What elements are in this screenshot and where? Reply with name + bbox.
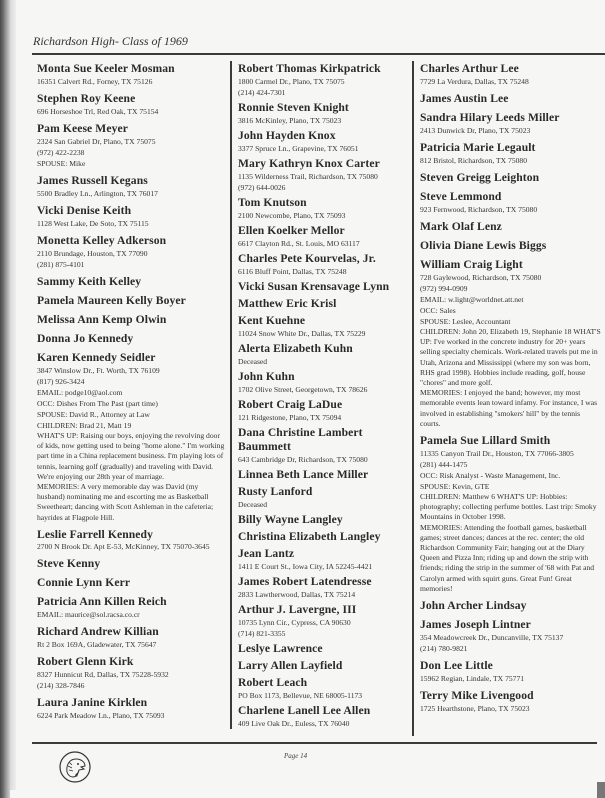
entry-name: Rusty Lanford (238, 485, 313, 498)
directory-entry (420, 659, 602, 684)
entry-detail: SPOUSE: Mike (37, 159, 86, 168)
entry-detail: PO Box 1173, Bellevue, NE 68005-1173 (238, 691, 363, 700)
entry-detail: 2100 Newcombe, Plano, TX 75093 (238, 211, 346, 220)
entry-name: Patricia Marie Legault (420, 141, 536, 154)
entry-detail: SPOUSE: David R., Attorney at Law (37, 410, 150, 419)
directory-column-2 (238, 62, 408, 732)
page-header: Richardson High- Class of 1969 (33, 34, 188, 48)
directory-entry (238, 530, 408, 544)
directory-entry (420, 599, 602, 613)
entry-detail: 923 Fernwood, Richardson, TX 75080 (420, 205, 538, 214)
entry-detail: 1128 West Lake, De Soto, TX 75115 (37, 219, 149, 228)
directory-entry (238, 224, 408, 249)
directory-entry (37, 92, 227, 117)
entry-paragraph: MEMORIES: Attending the football games, basketball games; street dances; dances at the rec. center; the old Richardson Community Fair; hanging out at the Diary Queen and Pizza Inn; riding up and down the strip with friends; riding the strip in the summer of '68 with Pat and Carolyn armed with squirt guns. Great Fun! Great memories! (420, 522, 595, 593)
entry-name: Sammy Keith Kelley (37, 275, 142, 288)
entry-detail: 7729 La Verdura, Dallas, TX 75248 (420, 77, 529, 86)
entry-detail: 2413 Dunwick Dr, Plano, TX 75023 (420, 126, 531, 135)
column-divider (412, 61, 414, 736)
entry-detail: 1702 Olive Street, Georgetown, TX 78626 (238, 385, 368, 394)
entry-detail: Rt 2 Box 169A, Gladewater, TX 75647 (37, 640, 157, 650)
entry-name: Laura Janine Kirklen (37, 696, 148, 710)
entry-detail: 3847 Winslow Dr., Ft. Worth, TX 76109 (37, 366, 160, 375)
entry-name: Dana Christine Lambert Baummett (238, 426, 363, 453)
entry-paragraph: MEMORIES: A very memorable day was David (my husband) nominating me and escorting me as Basketball Sweetheart; dancing with Scott Ashleman in the cafeteria; hayrides at Flagpole Hill. (37, 482, 214, 522)
directory-entry (238, 547, 408, 572)
entry-paragraph: MEMORIES: I enjoyed the band; however, my most memorable events lean toward infamy. For instance, I was involved in establishing "smokers' hill" by the tennis courts. (420, 388, 598, 428)
directory-entry (420, 618, 602, 654)
directory-entry (238, 157, 408, 193)
directory-entry (420, 689, 602, 714)
entry-detail: 409 Live Oak Dr., Euless, TX 76040 (238, 719, 350, 728)
directory-entry (238, 676, 408, 701)
entry-paragraph: 2700 N Brook Dr. Apt E-53, McKinney, TX 75070-3645 (37, 541, 210, 551)
entry-name: Linnea Beth Lance Miller (238, 468, 369, 481)
entry-name: John Archer Lindsay (420, 599, 527, 613)
directory-entry (37, 625, 227, 650)
entry-name: Larry Allen Layfield (238, 659, 343, 672)
entry-detail: (972) 422-2238 (37, 148, 85, 157)
directory-entry (37, 655, 227, 691)
entry-name: John Hayden Knox (238, 129, 336, 142)
entry-detail: (214) 424-7301 (238, 88, 286, 97)
directory-entry (37, 557, 227, 571)
entry-name: John Kuhn (238, 370, 295, 383)
directory-column-1 (37, 62, 227, 726)
entry-paragraph: CHILDREN: John 20, Elizabeth 19, Stephanie 18 WHAT'S UP: I've worked in the concrete industry for 20+ years selling specialty chemicals. Work-related travels put me in Utah, Arizona and Mississippi (where my son was born, RHS grad 1998). Hobbies include reading, golf, house "chores" and more golf. (420, 327, 601, 388)
entry-name: James Robert Latendresse (238, 575, 372, 588)
entry-detail: 8327 Hunnicut Rd, Dallas, TX 75228-5932 (37, 670, 169, 680)
directory-entry (420, 62, 602, 87)
entry-detail: 1800 Carmel Dr., Plano, TX 75075 (238, 77, 345, 86)
entry-detail: SPOUSE: Leslee, Accountant (420, 317, 511, 326)
directory-entry (420, 239, 602, 253)
entry-detail: (714) 821-3355 (238, 629, 286, 638)
directory-entry (238, 252, 408, 277)
directory-entry (238, 398, 408, 423)
entry-paragraph: CHILDREN: Matthew 6 WHAT'S UP: Hobbies: photography; collecting perfume bottles. Last trip: Smoky Mountains in October 1998. (420, 492, 597, 522)
directory-entry (37, 174, 227, 199)
directory-entry (238, 62, 408, 98)
directory-entry (238, 426, 408, 465)
directory-entry (37, 62, 227, 87)
entry-name: Charles Arthur Lee (420, 62, 519, 75)
entry-detail: 2110 Brundage, Houston, TX 77090 (37, 249, 148, 258)
entry-detail: OCC: Risk Analyst - Waste Management, Inc. (420, 471, 561, 481)
entry-detail: (972) 994-0909 (420, 284, 468, 293)
entry-name: Mary Kathryn Knox Carter (238, 157, 380, 170)
entry-name: Robert Glenn Kirk (37, 655, 134, 669)
directory-entry (238, 575, 408, 600)
entry-name: Leslie Farrell Kennedy (37, 527, 153, 541)
entry-detail: EMAIL: podge10@aol.com (37, 388, 123, 397)
directory-entry (238, 129, 408, 154)
entry-name: Stephen Roy Keene (37, 92, 136, 105)
entry-name: Charlene Lanell Lee Allen (238, 704, 371, 717)
entry-name: James Austin Lee (420, 92, 509, 105)
directory-entry (37, 313, 227, 327)
entry-name: Steven Greigg Leighton (420, 171, 540, 184)
footer-rule (32, 742, 597, 744)
entry-detail: 354 Meadowcreek Dr., Duncanville, TX 75137 (420, 633, 564, 643)
entry-paragraph: WHAT'S UP: Raising our boys, enjoying the revolving door of kids, now getting used to being "home alone." I'm working part time in a China replacement business. I'm playing lots of tennis, learning golf (gradually) and traveling with David. We're enjoying our 28th year of marriage. (37, 431, 225, 481)
entry-detail: 6224 Park Meadow Ln., Plano, TX 75093 (37, 711, 165, 721)
directory-entry (37, 332, 227, 346)
entry-detail: EMAIL: maurice@sol.racsa.co.cr (37, 610, 140, 620)
entry-name: Olivia Diane Lewis Biggs (420, 239, 547, 252)
entry-name: Steve Lemmond (420, 190, 502, 203)
directory-entry (238, 704, 408, 729)
entry-name: Vicki Denise Keith (37, 204, 132, 217)
directory-entry (37, 528, 227, 552)
directory-entry (37, 234, 227, 270)
entry-name: Alerta Elizabeth Kuhn (238, 342, 353, 355)
corner-shadow (597, 782, 605, 798)
entry-detail: EMAIL: w.light@worldnet.att.net (420, 295, 524, 304)
directory-entry (238, 642, 408, 656)
entry-name: William Craig Light (420, 258, 523, 271)
column-divider (230, 61, 232, 729)
entry-detail: 812 Bristol, Richardson, TX 75080 (420, 156, 528, 165)
entry-name: Ronnie Steven Knight (238, 101, 349, 114)
directory-entry (420, 258, 602, 429)
entry-name: Kent Kuehne (238, 314, 306, 327)
directory-entry (37, 122, 227, 169)
entry-name: Richard Andrew Killian (37, 625, 159, 639)
entry-name: Billy Wayne Langley (238, 513, 343, 526)
entry-detail: 10735 Lynn Cir., Cypress, CA 90630 (238, 618, 351, 627)
entry-detail: 6617 Clayton Rd., St. Louis, MO 63117 (238, 239, 360, 248)
directory-entry (37, 275, 227, 289)
directory-entry (37, 351, 227, 523)
entry-name: Sandra Hilary Leeds Miller (420, 111, 560, 124)
directory-entry (37, 576, 227, 590)
entry-name: Leslye Lawrence (238, 642, 323, 655)
entry-name: Christina Elizabeth Langley (238, 530, 381, 543)
entry-detail: 11024 Snow White Dr., Dallas, TX 75229 (238, 329, 366, 338)
entry-detail: CHILDREN: Brad 21, Matt 19 (37, 421, 132, 430)
binder-edge (0, 0, 10, 798)
entry-detail: 6116 Bluff Point, Dallas, TX 75248 (238, 267, 347, 276)
directory-entry (37, 595, 227, 620)
entry-name: Robert Thomas Kirkpatrick (238, 62, 381, 75)
entry-detail: 1411 E Court St., Iowa City, IA 52245-4421 (238, 562, 373, 571)
entry-detail: 2833 Lawtherwood, Dallas, TX 75214 (238, 590, 356, 599)
page-edge-shadow (10, 0, 16, 790)
entry-detail: (214) 328-7846 (37, 681, 85, 691)
entry-detail: 5500 Bradley Ln., Arlington, TX 76017 (37, 189, 158, 198)
entry-detail: (214) 780-9821 (420, 644, 468, 654)
eagle-emblem-icon (58, 750, 92, 784)
entry-name: Robert Craig LaDue (238, 398, 343, 411)
directory-entry (238, 297, 408, 311)
directory-entry (238, 603, 408, 639)
entry-name: Connie Lynn Kerr (37, 576, 131, 590)
entry-detail: (972) 644-0026 (238, 183, 286, 192)
directory-entry (420, 141, 602, 166)
directory-entry (238, 485, 408, 510)
entry-detail: 15962 Regian, Lindale, TX 75771 (420, 674, 525, 684)
entry-detail: 3377 Spruce Ln., Grapevine, TX 76051 (238, 144, 359, 153)
directory-entry (420, 111, 602, 136)
directory-entry (238, 314, 408, 339)
directory-entry (238, 280, 408, 294)
entry-detail: 643 Cambridge Dr, Richardson, TX 75080 (238, 455, 368, 464)
entry-name: Ellen Koelker Mellor (238, 224, 345, 237)
entry-name: Don Lee Little (420, 659, 493, 673)
entry-name: James Russell Kegans (37, 174, 148, 187)
entry-name: Pamela Maureen Kelly Boyer (37, 294, 186, 307)
entry-detail: 3816 McKinley, Plano, TX 75023 (238, 116, 342, 125)
directory-entry (238, 659, 408, 673)
entry-name: Mark Olaf Lenz (420, 220, 502, 233)
entry-name: Steve Kenny (37, 557, 101, 571)
entry-name: James Joseph Lintner (420, 618, 531, 632)
entry-detail: 1725 Hearthstone, Plano, TX 75023 (420, 704, 530, 714)
entry-name: Vicki Susan Krensavage Lynn (238, 280, 390, 293)
entry-detail: 696 Horseshoe Trl, Red Oak, TX 75154 (37, 107, 159, 116)
entry-name: Pam Keese Meyer (37, 122, 128, 135)
directory-entry (238, 513, 408, 527)
entry-detail: OCC: Sales (420, 306, 456, 315)
entry-detail: 2324 San Gabriel Dr, Plano, TX 75075 (37, 137, 156, 146)
directory-entry (37, 294, 227, 308)
directory-entry (238, 468, 408, 482)
directory-column-3 (420, 62, 602, 719)
entry-detail: Deceased (238, 357, 268, 366)
directory-entry (420, 171, 602, 185)
entry-detail: 16351 Calvert Rd., Forney, TX 75126 (37, 77, 153, 86)
directory-entry (238, 101, 408, 126)
entry-detail: 1135 Wilderness Trail, Richardson, TX 75080 (238, 172, 378, 181)
directory-entry (420, 92, 602, 106)
header-rule (32, 53, 605, 55)
entry-detail: SPOUSE: Kevin, GTE (420, 482, 490, 492)
page-number: Page 14 (284, 752, 308, 760)
entry-detail: 11335 Canyon Trail Dr., Houston, TX 77066-3805 (420, 449, 574, 459)
entry-detail: 728 Gaylewood, Richardson, TX 75080 (420, 273, 542, 282)
entry-detail: Deceased (238, 500, 268, 509)
entry-name: Terry Mike Livengood (420, 689, 534, 703)
directory-entry (238, 196, 408, 221)
directory-entry (420, 220, 602, 234)
entry-detail: (817) 926-3424 (37, 377, 85, 386)
directory-entry (238, 370, 408, 395)
entry-name: Karen Kennedy Seidler (37, 351, 156, 364)
entry-detail: (281) 444-1475 (420, 460, 468, 470)
entry-detail: OCC: Dishes From The Past (part time) (37, 399, 158, 408)
directory-entry (37, 204, 227, 229)
entry-name: Melissa Ann Kemp Olwin (37, 313, 167, 326)
directory-entry (420, 434, 602, 594)
entry-detail: (281) 875-4101 (37, 260, 85, 269)
directory-entry (420, 190, 602, 215)
entry-name: Donna Jo Kennedy (37, 332, 134, 345)
entry-name: Arthur J. Lavergne, III (238, 603, 357, 616)
entry-name: Monta Sue Keeler Mosman (37, 62, 175, 75)
directory-entry (238, 342, 408, 367)
entry-name: Jean Lantz (238, 547, 295, 560)
entry-name: Matthew Eric Krisl (238, 297, 337, 310)
entry-detail: 121 Ridgestone, Plano, TX 75094 (238, 413, 342, 422)
entry-name: Charles Pete Kourvelas, Jr. (238, 252, 376, 265)
directory-entry (37, 696, 227, 721)
entry-name: Tom Knutson (238, 196, 307, 209)
entry-name: Robert Leach (238, 676, 308, 689)
entry-name: Patricia Ann Killen Reich (37, 595, 167, 609)
entry-name: Pamela Sue Lillard Smith (420, 434, 551, 448)
entry-name: Monetta Kelley Adkerson (37, 234, 167, 247)
